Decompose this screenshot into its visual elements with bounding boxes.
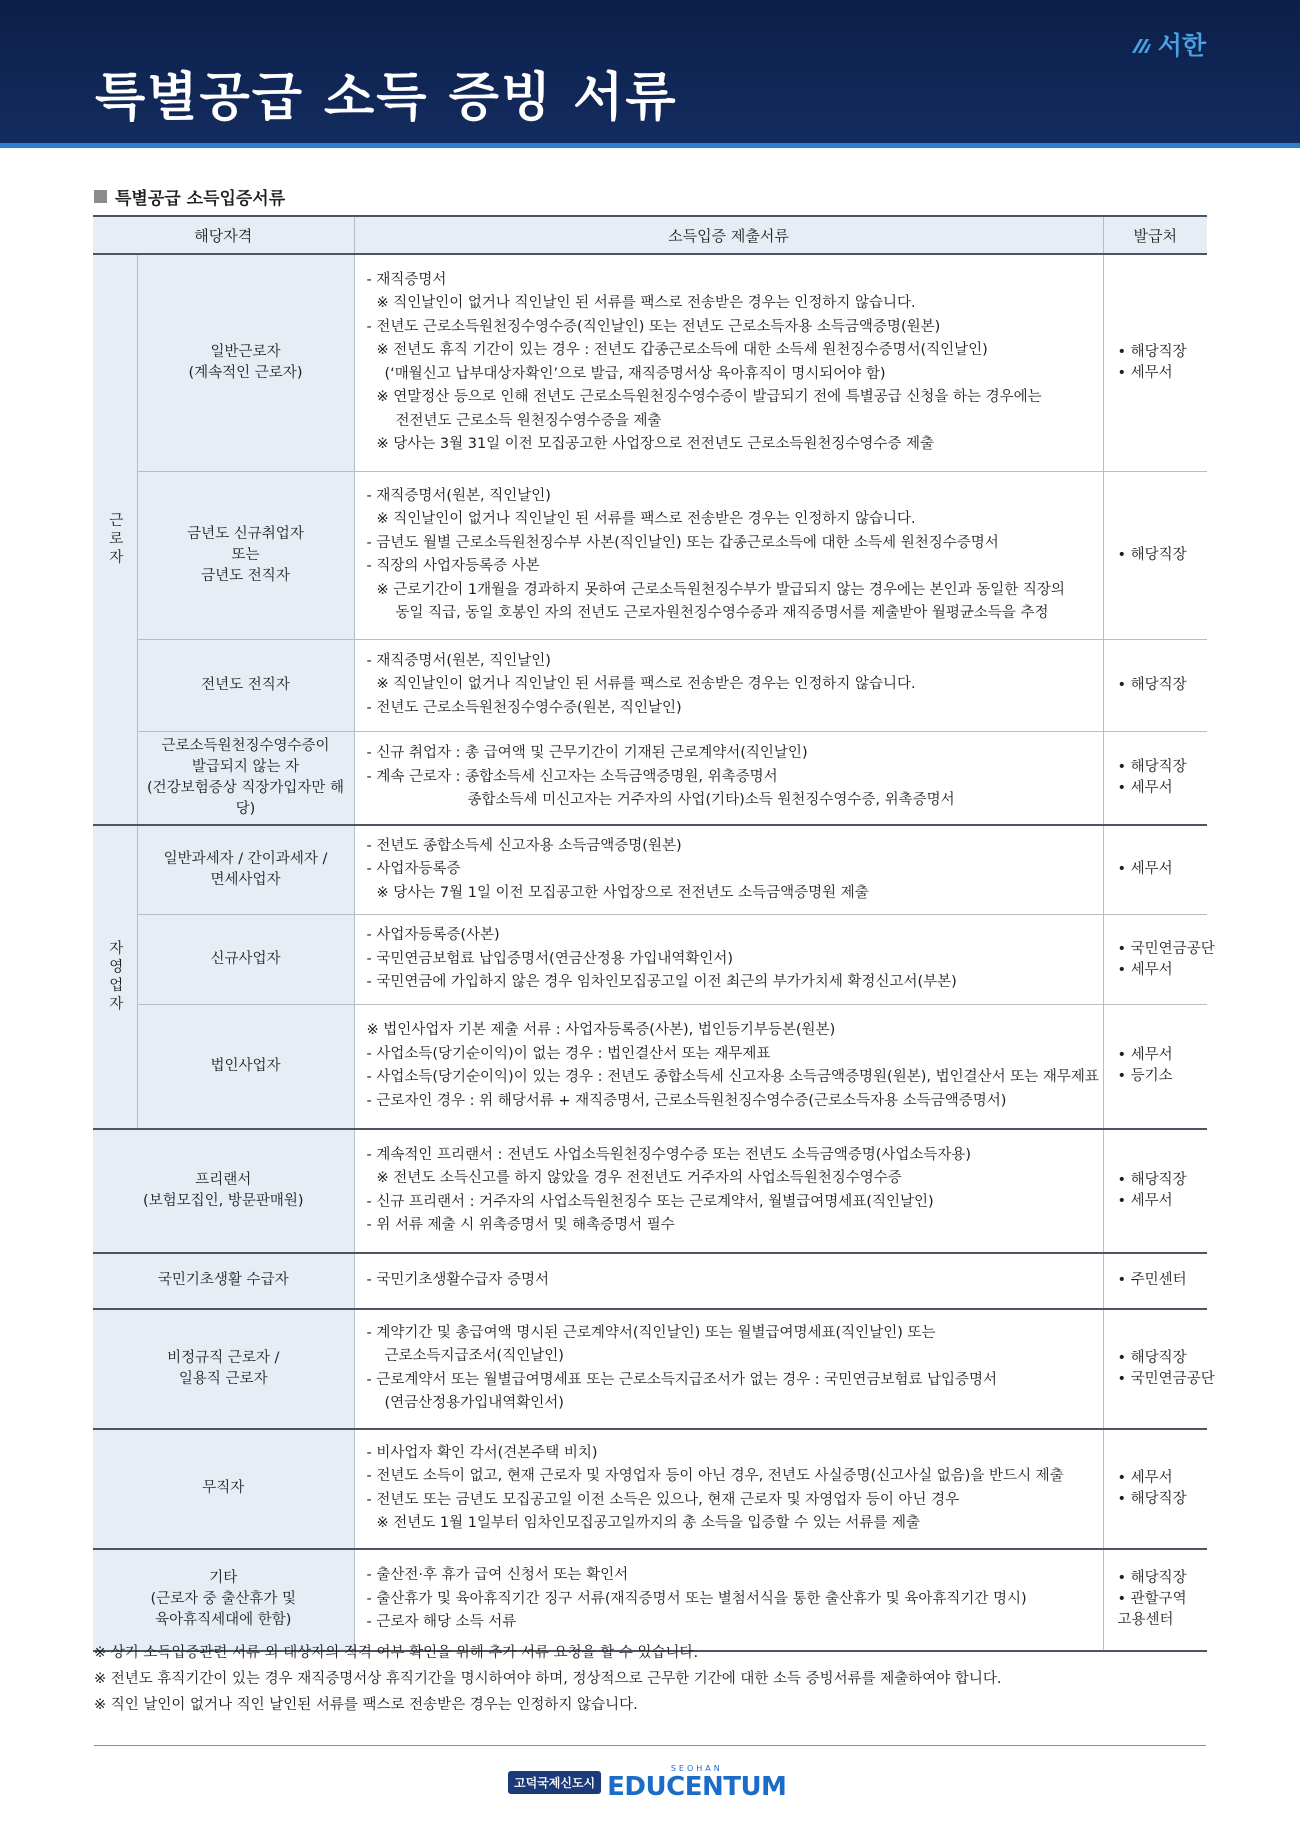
qualification-cell xyxy=(93,1253,354,1309)
document-line: - 근로계약서 또는 월별급여명세표 또는 근로소득지급조서가 없는 경우 : 국민연금보험료 납입증명서 xyxy=(366,1371,997,1388)
footer-logo xyxy=(508,1764,786,1801)
section-title-text: 특별공급 소득입증서류 xyxy=(115,189,286,209)
issuer-line: • 등기소 xyxy=(1117,1068,1173,1085)
document-note: ※ 전년도 소득신고를 하지 않았을 경우 전전년도 거주자의 사업소득원천징수영수증 xyxy=(376,1170,902,1186)
qualification-line: 또는 xyxy=(231,546,260,563)
documents-cell xyxy=(354,639,1103,731)
issuer-cell xyxy=(1103,471,1207,639)
document-line: (‘매월신고 납부대상자확인’으로 발급, 재직증명서상 육아휴직이 명시되어야 함) xyxy=(384,365,886,382)
qualification-line: 비정규직 근로자 / xyxy=(167,1349,280,1366)
document-line: - 직장의 사업자등록증 사본 xyxy=(366,558,540,574)
issuer-cell xyxy=(1103,731,1207,825)
issuer-line: • 세무서 xyxy=(1117,861,1173,878)
qualification-line: 무직자 xyxy=(202,1480,245,1496)
document-line: - 위 서류 제출 시 위촉증명서 및 해촉증명서 필수 xyxy=(366,1217,675,1233)
issuer-cell xyxy=(1103,915,1215,1005)
issuer-cell xyxy=(1103,1253,1207,1309)
qualification-line: 국민기초생활 수급자 xyxy=(157,1272,289,1288)
qualification-line: 발급되지 않는 자 xyxy=(191,758,300,775)
issuer-line: • 세무서 xyxy=(1117,364,1173,381)
document-line: - 비사업자 확인 각서(견본주택 비치) xyxy=(366,1444,598,1461)
table-row xyxy=(93,254,1207,471)
page-header xyxy=(0,0,1300,143)
table-row xyxy=(93,471,1207,639)
table-row xyxy=(93,1129,1207,1253)
document-note: ※ 직인날인이 없거나 직인날인 된 서류를 팩스로 전송받은 경우는 인정하지 않습니다. xyxy=(376,295,916,312)
document-line: 종합소득세 미신고자는 거주자의 사업(기타)소득 원천징수영수증, 위촉증명서 xyxy=(467,792,955,809)
footnote: ※ 전년도 휴직기간이 있는 경우 재직증명서상 휴직기간을 명시하여야 하며, 정상적으로 근무한 기간에 대한 소득 증빙서류를 제출하여야 합니다. xyxy=(94,1671,1002,1687)
table-row xyxy=(93,825,1207,915)
document-line: - 전년도 소득이 없고, 현재 근로자 및 자영업자 등이 아닌 경우, 전년도 사실증명(신고사실 없음)을 반드시 제출 xyxy=(366,1468,1064,1484)
document-line: - 전년도 또는 금년도 모집공고일 이전 소득은 있으나, 현재 근로자 및 자영업자 등이 아닌 경우 xyxy=(366,1491,960,1508)
document-line: - 계약기간 및 총급여액 명시된 근로계약서(직인날인) 또는 월별급여명세표(직인날인) 또는 xyxy=(366,1324,936,1341)
square-bullet-icon xyxy=(94,190,107,203)
document-line: - 전년도 근로소득원천징수영수증(직인날인) 또는 전년도 근로소득자용 소득금액증명(원본) xyxy=(366,318,941,335)
qualification-line: 면세사업자 xyxy=(210,871,281,888)
issuer-line: • 국민연금공단 xyxy=(1117,940,1215,957)
qualification-cell xyxy=(137,825,354,915)
footer-small-text: SEOHAN xyxy=(670,1764,723,1773)
footer-badge: 고덕국제신도시 xyxy=(508,1771,601,1794)
document-line: - 신규 취업자 : 총 급여액 및 근무기간이 기재된 근로계약서(직인날인) xyxy=(366,745,808,762)
document-line: (연금산정용가입내역확인서) xyxy=(384,1395,564,1411)
page-title: 특별공급 소득 증빙 서류 xyxy=(95,68,678,128)
document-line: - 출산휴가 및 육아휴직기간 징구 서류(재직증명서 또는 별첨서식을 통한 출산휴가 및 육아휴직기간 명시) xyxy=(366,1590,1027,1607)
table-row xyxy=(93,1429,1207,1549)
issuer-cell xyxy=(1103,1309,1215,1429)
documents-cell xyxy=(354,1253,1103,1309)
qualification-line: (계속적인 근로자) xyxy=(188,364,303,381)
documents-cell xyxy=(354,1549,1103,1651)
footer-wordmark xyxy=(607,1764,786,1801)
footer-divider xyxy=(94,1745,1206,1746)
document-note: ※ 연말정산 등으로 인해 전년도 근로소득원천징수영수증이 발급되기 전에 특별공급 신청을 하는 경우에는 xyxy=(376,389,1042,406)
issuer-cell xyxy=(1103,639,1207,731)
document-line: - 전년도 종합소득세 신고자용 소득금액증명(원본) xyxy=(366,837,682,854)
document-line: - 재직증명서(원본, 직인날인) xyxy=(366,487,551,504)
table-row xyxy=(93,639,1207,731)
footnotes xyxy=(94,1640,1002,1718)
qualification-cell xyxy=(93,1129,354,1253)
document-line: ※ 법인사업자 기본 제출 서류 : 사업자등록증(사본), 법인등기부등본(원본) xyxy=(366,1022,836,1039)
documents-cell xyxy=(354,1129,1103,1253)
table-row xyxy=(93,915,1207,1005)
document-note: ※ 전년도 1월 1일부터 임차인모집공고일까지의 총 소득을 입증할 수 있는 서류를 제출 xyxy=(376,1515,921,1531)
issuer-line: • 해당직장 xyxy=(1117,546,1187,563)
issuer-line: • 해당직장 xyxy=(1117,1490,1187,1507)
document-note: ※ 근로기간이 1개월을 경과하지 못하여 근로소득원천징수부가 발급되지 않는 경우에는 본인과 동일한 직장의 xyxy=(376,581,1065,598)
brand-mark-icon xyxy=(1130,33,1152,55)
qualification-cell xyxy=(137,639,354,731)
issuer-cell xyxy=(1103,1429,1207,1549)
qualification-line: (건강보험증상 직장가입자만 해당) xyxy=(147,779,344,817)
document-line: - 국민연금보험료 납입증명서(연금산정용 가입내역확인서) xyxy=(366,950,734,967)
issuer-cell xyxy=(1103,825,1207,915)
issuer-line: • 주민센터 xyxy=(1117,1272,1187,1288)
issuer-cell xyxy=(1103,1129,1207,1253)
table-header-row xyxy=(93,216,1207,254)
section-title xyxy=(94,184,285,209)
qualification-line: 법인사업자 xyxy=(210,1057,281,1074)
document-line: - 계속적인 프리랜서 : 전년도 사업소득원천징수영수증 또는 전년도 소득금액증명(사업소득자용) xyxy=(366,1146,972,1163)
table-row xyxy=(93,1253,1207,1309)
issuer-line: • 해당직장 xyxy=(1117,1570,1187,1586)
qualification-line: 일용직 근로자 xyxy=(178,1370,268,1387)
qualification-cell xyxy=(137,731,354,825)
document-line: - 근로자인 경우 : 위 해당서류 + 재직증명서, 근로소득원천징수영수증(근로소득자용 소득금액증명서) xyxy=(366,1092,1007,1109)
qualification-line: 금년도 신규취업자 xyxy=(187,525,304,542)
qualification-cell xyxy=(137,471,354,639)
issuer-line: • 해당직장 xyxy=(1117,676,1187,693)
issuer-line: • 해당직장 xyxy=(1117,1171,1187,1188)
document-line: - 국민기초생활수급자 증명서 xyxy=(366,1271,550,1288)
table-row xyxy=(93,1005,1207,1129)
brand-logo xyxy=(1130,26,1206,62)
qualification-line: (근로자 중 출산휴가 및 xyxy=(150,1591,297,1607)
documents-cell xyxy=(354,1429,1103,1549)
qualification-line: 기타 xyxy=(209,1570,238,1586)
qualification-cell xyxy=(93,1309,354,1429)
table-row xyxy=(93,1549,1207,1651)
qualification-cell xyxy=(93,1549,354,1651)
issuer-line: • 해당직장 xyxy=(1117,758,1187,775)
document-note: ※ 직인날인이 없거나 직인날인 된 서류를 팩스로 전송받은 경우는 인정하지 않습니다. xyxy=(376,676,916,693)
issuer-line: • 세무서 xyxy=(1117,779,1173,796)
header-issuer: 발급처 xyxy=(1103,216,1207,254)
documents-cell xyxy=(354,825,1103,915)
issuer-cell xyxy=(1103,254,1207,471)
issuer-line: • 세무서 xyxy=(1117,1469,1173,1486)
category-cell-worker: 근로자 xyxy=(93,254,137,825)
qualification-cell xyxy=(137,915,354,1005)
qualification-line: 근로소득원천징수영수증이 xyxy=(161,737,330,754)
qualification-line: 일반근로자 xyxy=(210,343,281,360)
document-line: - 전년도 근로소득원천징수영수증(원본, 직인날인) xyxy=(366,699,682,716)
document-note: ※ 직인날인이 없거나 직인날인 된 서류를 팩스로 전송받은 경우는 인정하지 않습니다. xyxy=(376,511,916,527)
document-line: 전전년도 근로소득 원천징수영수증을 제출 xyxy=(395,412,662,429)
header-accent-stripe xyxy=(0,143,1300,148)
issuer-cell xyxy=(1103,1549,1207,1651)
document-line: - 재직증명서(원본, 직인날인) xyxy=(366,652,551,669)
qualification-cell xyxy=(137,254,354,471)
documents-cell xyxy=(354,1309,1103,1429)
issuer-line: • 세무서 xyxy=(1117,1047,1173,1064)
issuer-cell xyxy=(1103,1005,1207,1129)
document-line: 동일 직급, 동일 호봉인 자의 전년도 근로자원천징수영수증과 재직증명서를 제출받아 월평균소득을 추정 xyxy=(395,605,1049,621)
issuer-line: • 관할구역 xyxy=(1117,1591,1187,1607)
document-note: ※ 전년도 휴직 기간이 있는 경우 : 전년도 갑종근로소득에 대한 소득세 원천징수증명서(직인날인) xyxy=(376,342,988,359)
issuer-line: • 국민연금공단 xyxy=(1117,1370,1215,1387)
qualification-line: (보험모집인, 방문판매원) xyxy=(142,1192,304,1209)
documents-cell xyxy=(354,254,1103,471)
document-line: - 사업소득(당기순이익)이 있는 경우 : 전년도 종합소득세 신고자용 소득금액증명원(원본), 법인결산서 또는 재무제표 xyxy=(366,1069,1099,1086)
footnote: ※ 직인 날인이 없거나 직인 날인된 서류를 팩스로 전송받은 경우는 인정하지 않습니다. xyxy=(94,1697,638,1713)
issuer-line: • 해당직장 xyxy=(1117,1349,1187,1366)
document-line: - 국민연금에 가입하지 않은 경우 임차인모집공고일 이전 최근의 부가가치세 확정신고서(부본) xyxy=(366,974,957,991)
income-documents-table xyxy=(93,215,1215,1652)
qualification-cell xyxy=(137,1005,354,1129)
documents-cell xyxy=(354,471,1103,639)
documents-cell xyxy=(354,731,1103,825)
qualification-line: 금년도 전직자 xyxy=(201,567,290,584)
document-line: - 계속 근로자 : 종합소득세 신고자는 소득금액증명원, 위촉증명서 xyxy=(366,768,778,785)
document-line: - 사업소득(당기순이익)이 없는 경우 : 법인결산서 또는 재무제표 xyxy=(366,1045,771,1062)
document-line: - 재직증명서 xyxy=(366,271,447,288)
document-note: ※ 당사는 7월 1일 이전 모집공고한 사업장으로 전전년도 소득금액증명원 제출 xyxy=(376,884,869,901)
footer-main-text: EDUCENTUM xyxy=(607,1772,787,1802)
issuer-line: • 세무서 xyxy=(1117,961,1173,978)
table-row xyxy=(93,731,1207,825)
document-line: - 근로자 해당 소득 서류 xyxy=(366,1614,517,1631)
issuer-line: 고용센터 xyxy=(1117,1612,1174,1628)
issuer-line: • 세무서 xyxy=(1117,1192,1173,1209)
documents-cell xyxy=(354,915,1103,1005)
document-line: - 신규 프리랜서 : 거주자의 사업소득원천징수 또는 근로계약서, 월별급여명세표(직인날인) xyxy=(366,1193,934,1210)
document-line: - 사업자등록증(사본) xyxy=(366,927,500,944)
qualification-cell xyxy=(93,1429,354,1549)
document-line: - 사업자등록증 xyxy=(366,861,461,877)
documents-cell xyxy=(354,1005,1103,1129)
qualification-line: 전년도 전직자 xyxy=(201,676,290,693)
header-qualification: 해당자격 xyxy=(93,216,354,254)
category-cell-self-employed: 자영업자 xyxy=(93,825,137,1129)
issuer-line: • 해당직장 xyxy=(1117,343,1187,360)
header-documents: 소득입증 제출서류 xyxy=(354,216,1103,254)
footnote: ※ 상기 소득입증관련 서류 외 대상자의 적격 여부 확인을 위해 추가 서류 요청을 할 수 있습니다. xyxy=(94,1645,699,1661)
qualification-line: 신규사업자 xyxy=(210,951,281,967)
document-line: 근로소득지급조서(직인날인) xyxy=(384,1348,564,1364)
document-line: - 금년도 월별 근로소득원천징수부 사본(직인날인) 또는 갑종근로소득에 대한 소득세 원천징수증명서 xyxy=(366,534,999,551)
qualification-line: 육아휴직세대에 한함) xyxy=(155,1612,292,1628)
document-note: ※ 당사는 3월 31일 이전 모집공고한 사업장으로 전전년도 근로소득원천징수영수증 제출 xyxy=(376,436,935,453)
document-line: - 출산전·후 휴가 급여 신청서 또는 확인서 xyxy=(366,1567,629,1584)
brand-name: 서한 xyxy=(1157,31,1206,60)
qualification-line: 일반과세자 / 간이과세자 / xyxy=(163,850,328,867)
qualification-line: 프리랜서 xyxy=(195,1171,252,1188)
table-row xyxy=(93,1309,1207,1429)
